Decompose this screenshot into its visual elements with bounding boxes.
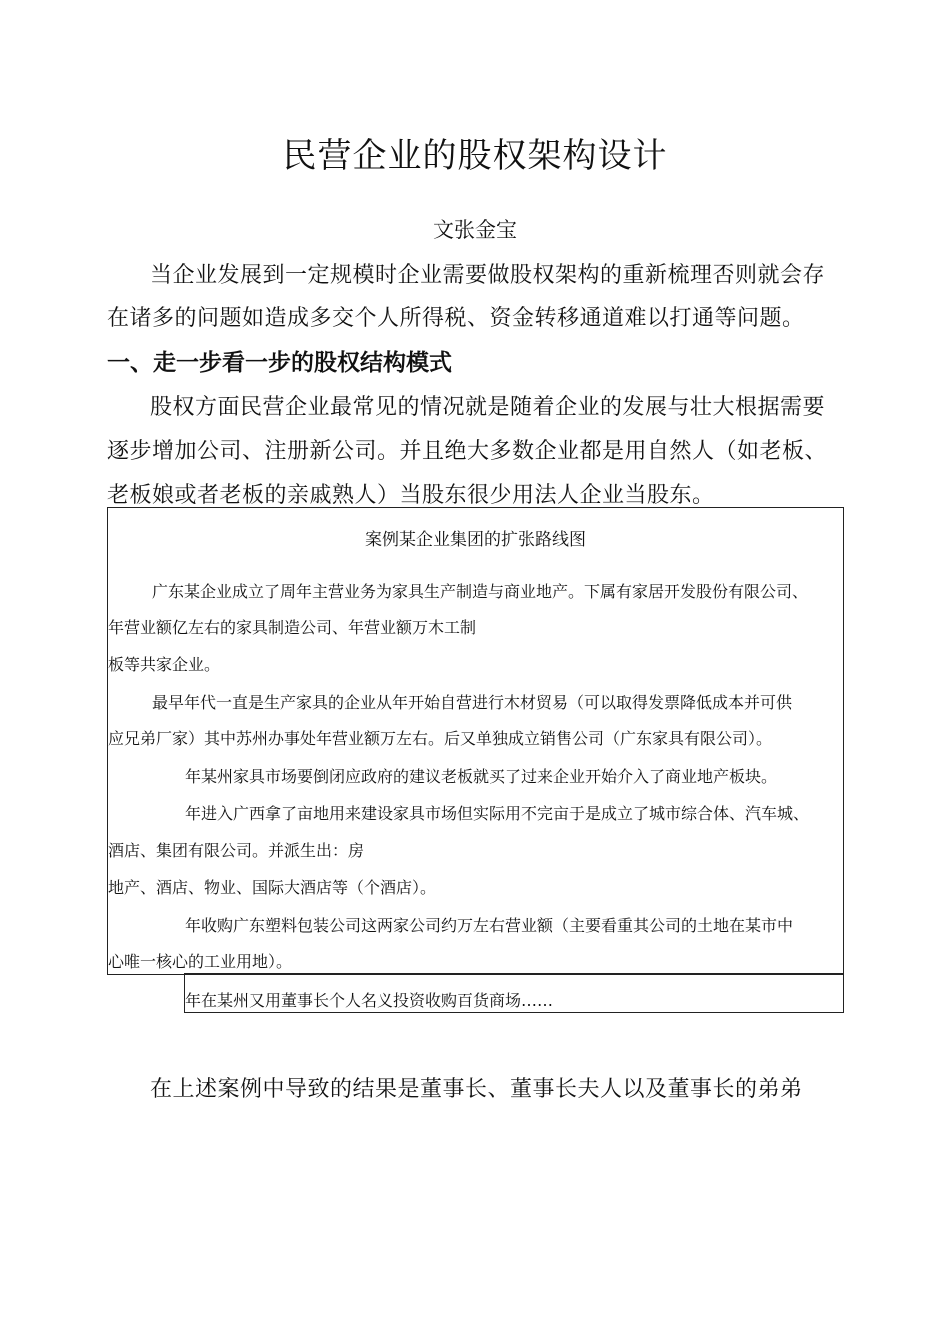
section-paragraph-line-2: 逐步增加公司、注册新公司。并且绝大多数企业都是用自然人（如老板、 [107,439,828,464]
section-paragraph-line-3: 老板娘或者老板的亲戚熟人）当股东很少用法人企业当股东。 [107,483,715,508]
closing-line: 在上述案例中导致的结果是董事长、董事长夫人以及董事长的弟弟 [150,1077,803,1102]
case-line-3: 板等共家企业。 [108,655,221,674]
author-line: 文张金宝 [433,218,517,242]
section-heading: 一、走一步看一步的股权结构模式 [107,350,452,376]
intro-line-2: 在诸多的问题如造成多交个人所得税、资金转移通道难以打通等问题。 [107,306,805,331]
case-line-10: 年收购广东塑料包装公司这两家公司约万左右营业额（主要看重其公司的土地在某市中 [185,916,794,935]
document-title: 民营企业的股权架构设计 [282,136,668,176]
case-line-6: 年某州家具市场要倒闭应政府的建议老板就买了过来企业开始介入了商业地产板块。 [185,767,778,786]
case-line-1: 广东某企业成立了周年主营业务为家具生产制造与商业地产。下属有家居开发股份有限公司、 [152,582,809,601]
case-box-title: 案例某企业集团的扩张路线图 [365,530,586,550]
case-line-2: 年营业额亿左右的家具制造公司、年营业额万木工制 [108,618,477,637]
case-line-8: 酒店、集团有限公司。并派生出：房 [108,841,365,860]
case-line-9: 地产、酒店、物业、国际大酒店等（个酒店）。 [108,878,437,897]
case-line-7: 年进入广西拿了亩地用来建设家具市场但实际用不完亩于是成立了城市综合体、汽车城、 [185,804,810,823]
case-line-5: 应兄弟厂家）其中苏州办事处年营业额万左右。后又单独成立销售公司（广东家具有限公司）。 [108,729,773,748]
section-paragraph-line-1: 股权方面民营企业最常见的情况就是随着企业的发展与壮大根据需要 [150,395,826,420]
case-line-last: 年在某州又用董事长个人名义投资收购百货商场…… [185,991,554,1010]
intro-line-1: 当企业发展到一定规模时企业需要做股权架构的重新梳理否则就会存 [150,263,826,288]
case-line-11: 心唯一核心的工业用地）。 [108,952,293,971]
case-line-4: 最早年代一直是生产家具的企业从年开始自营进行木材贸易（可以取得发票降低成本并可供 [152,693,793,712]
case-box [107,507,844,975]
case-box-last-row [184,973,844,1013]
